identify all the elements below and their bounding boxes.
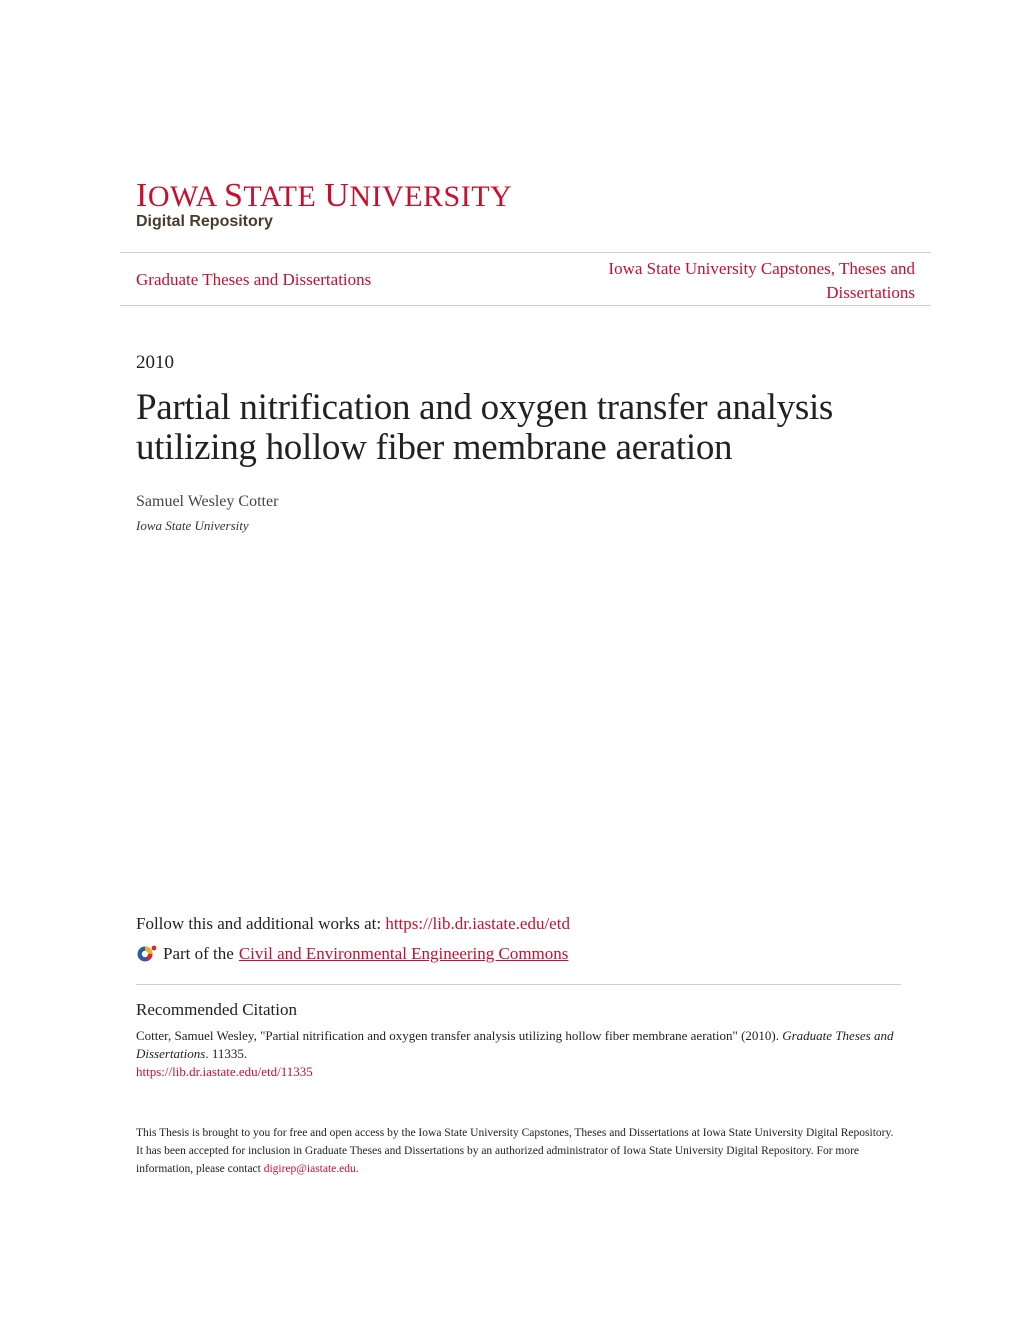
access-statement-end: . — [355, 1163, 359, 1175]
citation-heading: Recommended Citation — [136, 1000, 297, 1019]
part-of-text: Part of the — [163, 944, 234, 963]
series-link-graduate-theses[interactable]: Graduate Theses and Dissertations — [136, 270, 372, 289]
access-statement-text: This Thesis is brought to you for free and open access by the Iowa State University Capstones, Theses and Dissertations at Iowa State University Digital Repository. It has been accepted for inclusion in Graduate Theses and Dissertations by an authorized administrator of Iowa State University Digital Repository. For more information, please contact — [136, 1127, 894, 1175]
commons-network-icon — [136, 944, 158, 964]
document-title: Partial nitrification and oxygen transfer analysis utilizing hollow fiber membrane aeration — [136, 387, 834, 468]
divider-citation — [136, 984, 901, 985]
logo-text: NIVERSITY — [349, 180, 513, 213]
citation-url-link[interactable]: https://lib.dr.iastate.edu/etd/11335 — [136, 1064, 313, 1079]
citation-series: Graduate Theses and Dissertations — [136, 1028, 894, 1061]
publication-year: 2010 — [136, 352, 174, 373]
follow-text: Follow this and additional works at: — [136, 914, 386, 933]
follow-line — [136, 914, 570, 934]
commons-discipline-link[interactable]: Civil and Environmental Engineering Commons — [238, 944, 569, 963]
author-affiliation: Iowa State University — [136, 518, 249, 533]
citation-number: . 11335. — [205, 1046, 248, 1061]
logo-text: OWA — [147, 180, 224, 213]
series-link-capstones-line2[interactable]: Dissertations — [826, 283, 915, 302]
logo-letter: S — [224, 177, 244, 214]
logo-text: TATE — [243, 180, 325, 213]
series-link-capstones[interactable] — [515, 257, 915, 305]
series-link-capstones-line1[interactable]: Iowa State University Capstones, Theses and — [608, 259, 915, 278]
divider-bottom — [120, 305, 931, 306]
follow-url-link[interactable]: https://lib.dr.iastate.edu/etd — [385, 914, 570, 933]
logo-letter: U — [324, 177, 350, 214]
logo-letter: I — [136, 177, 148, 214]
part-of-line — [136, 944, 568, 964]
digital-repository-label: Digital Repository — [136, 213, 273, 230]
divider-top — [120, 252, 931, 253]
contact-email-link[interactable]: digirep@iastate.edu — [263, 1163, 356, 1175]
access-statement — [136, 1124, 896, 1178]
university-logo-wordmark — [136, 177, 513, 214]
citation-text: Cotter, Samuel Wesley, "Partial nitrification and oxygen transfer analysis utilizing hollow fiber membrane aeration" (2010). — [136, 1028, 783, 1043]
citation-block — [136, 1027, 896, 1081]
author-name[interactable]: Samuel Wesley Cotter — [136, 493, 279, 510]
